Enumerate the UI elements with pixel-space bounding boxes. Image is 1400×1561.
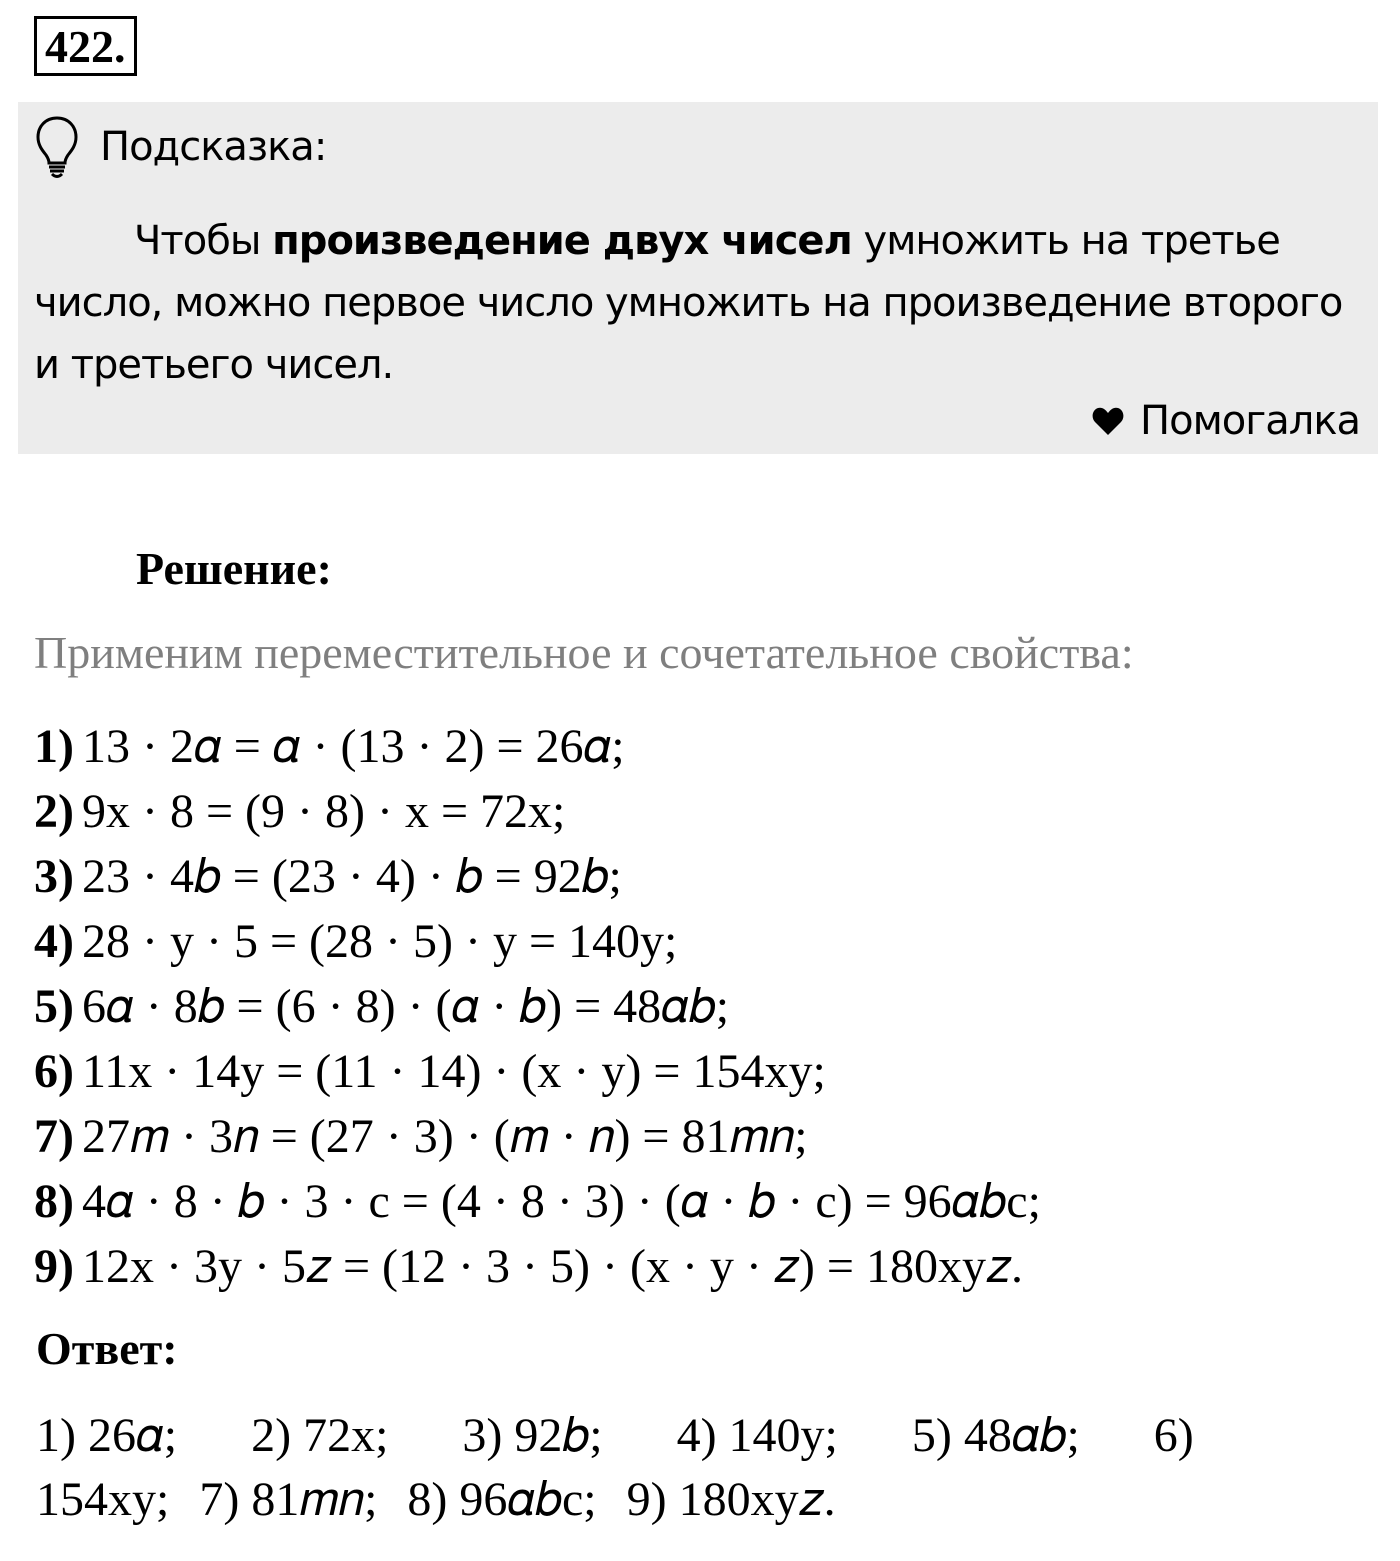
lightbulb-icon	[34, 115, 80, 179]
step-expression: 4𝛼 · 8 · 𝑏 · 3 · c = (4 · 8 · 3) · (𝛼 · 𝑏 · c) = 96𝛼𝑏c;	[81, 1175, 1041, 1228]
hint-text	[34, 210, 1364, 396]
solution-step	[34, 714, 1041, 779]
solution-intro: Применим переместительное и сочетательное свойства:	[34, 627, 1134, 678]
solution-step	[34, 1169, 1041, 1234]
answer-item: 4) 140y;	[676, 1409, 838, 1462]
hint-text-start: Чтобы	[134, 218, 273, 264]
step-number: 3)	[34, 850, 74, 903]
answer-item: 5) 48𝛼𝑏;	[911, 1409, 1080, 1462]
hint-text-bold: произведение двух чисел	[272, 218, 852, 264]
answer-item: 7) 81𝑚𝑛;	[199, 1473, 378, 1526]
step-expression: 13 · 2𝛼 = 𝛼 · (13 · 2) = 26𝛼;	[81, 720, 625, 773]
step-number: 2)	[34, 785, 74, 838]
solution-step	[34, 1104, 1041, 1169]
brand	[1092, 398, 1360, 444]
answer-item: 9) 180xy𝑧.	[626, 1473, 836, 1526]
hint-header	[34, 112, 326, 182]
step-number: 4)	[34, 915, 74, 968]
step-expression: 28 · y · 5 = (28 · 5) · y = 140y;	[81, 915, 678, 968]
step-expression: 9x · 8 = (9 · 8) · x = 72x;	[81, 785, 566, 838]
task-number: 422.	[34, 16, 137, 76]
solution-step	[34, 909, 1041, 974]
step-expression: 6𝛼 · 8𝑏 = (6 · 8) · (𝛼 · 𝑏) = 48𝛼𝑏;	[81, 980, 730, 1033]
answer-row	[36, 1404, 1336, 1468]
answer-item: 8) 96𝛼𝑏c;	[407, 1473, 597, 1526]
solution-title: Решение:	[136, 543, 332, 594]
hint-text-end: умножить на третье число, можно первое число умножить на произведение второго и третьего чисел.	[34, 218, 1343, 388]
solution-step	[34, 1039, 1041, 1104]
answer-item: 2) 72x;	[251, 1409, 389, 1462]
answer-item: 3) 92𝑏;	[462, 1409, 603, 1462]
answer-row	[36, 1468, 1336, 1532]
solution-step	[34, 779, 1041, 844]
step-number: 9)	[34, 1240, 74, 1293]
step-expression: 27𝑚 · 3𝑛 = (27 · 3) · (𝑚 · 𝑛) = 81𝑚𝑛;	[81, 1110, 808, 1163]
answer-list	[36, 1404, 1336, 1532]
heart-icon	[1092, 406, 1124, 436]
answer-item: 1) 26𝛼;	[36, 1409, 178, 1462]
solution-steps	[34, 714, 1041, 1299]
step-expression: 11x · 14y = (11 · 14) · (x · y) = 154xy;	[81, 1045, 826, 1098]
hint-box	[18, 102, 1378, 454]
answer-item: 154xy;	[36, 1473, 170, 1526]
hint-title: Подсказка:	[100, 124, 327, 170]
step-expression: 12x · 3y · 5𝑧 = (12 · 3 · 5) · (x · y · 𝑧) = 180xy𝑧.	[81, 1240, 1023, 1293]
solution-step	[34, 974, 1041, 1039]
answer-title: Ответ:	[36, 1323, 178, 1374]
step-number: 1)	[34, 720, 74, 773]
step-expression: 23 · 4𝑏 = (23 · 4) · 𝑏 = 92𝑏;	[81, 850, 622, 903]
answer-item: 6)	[1153, 1409, 1194, 1462]
step-number: 8)	[34, 1175, 74, 1228]
brand-name: Помогалка	[1140, 398, 1360, 444]
step-number: 6)	[34, 1045, 74, 1098]
step-number: 7)	[34, 1110, 74, 1163]
solution-step	[34, 1234, 1041, 1299]
step-number: 5)	[34, 980, 74, 1033]
solution-step	[34, 844, 1041, 909]
